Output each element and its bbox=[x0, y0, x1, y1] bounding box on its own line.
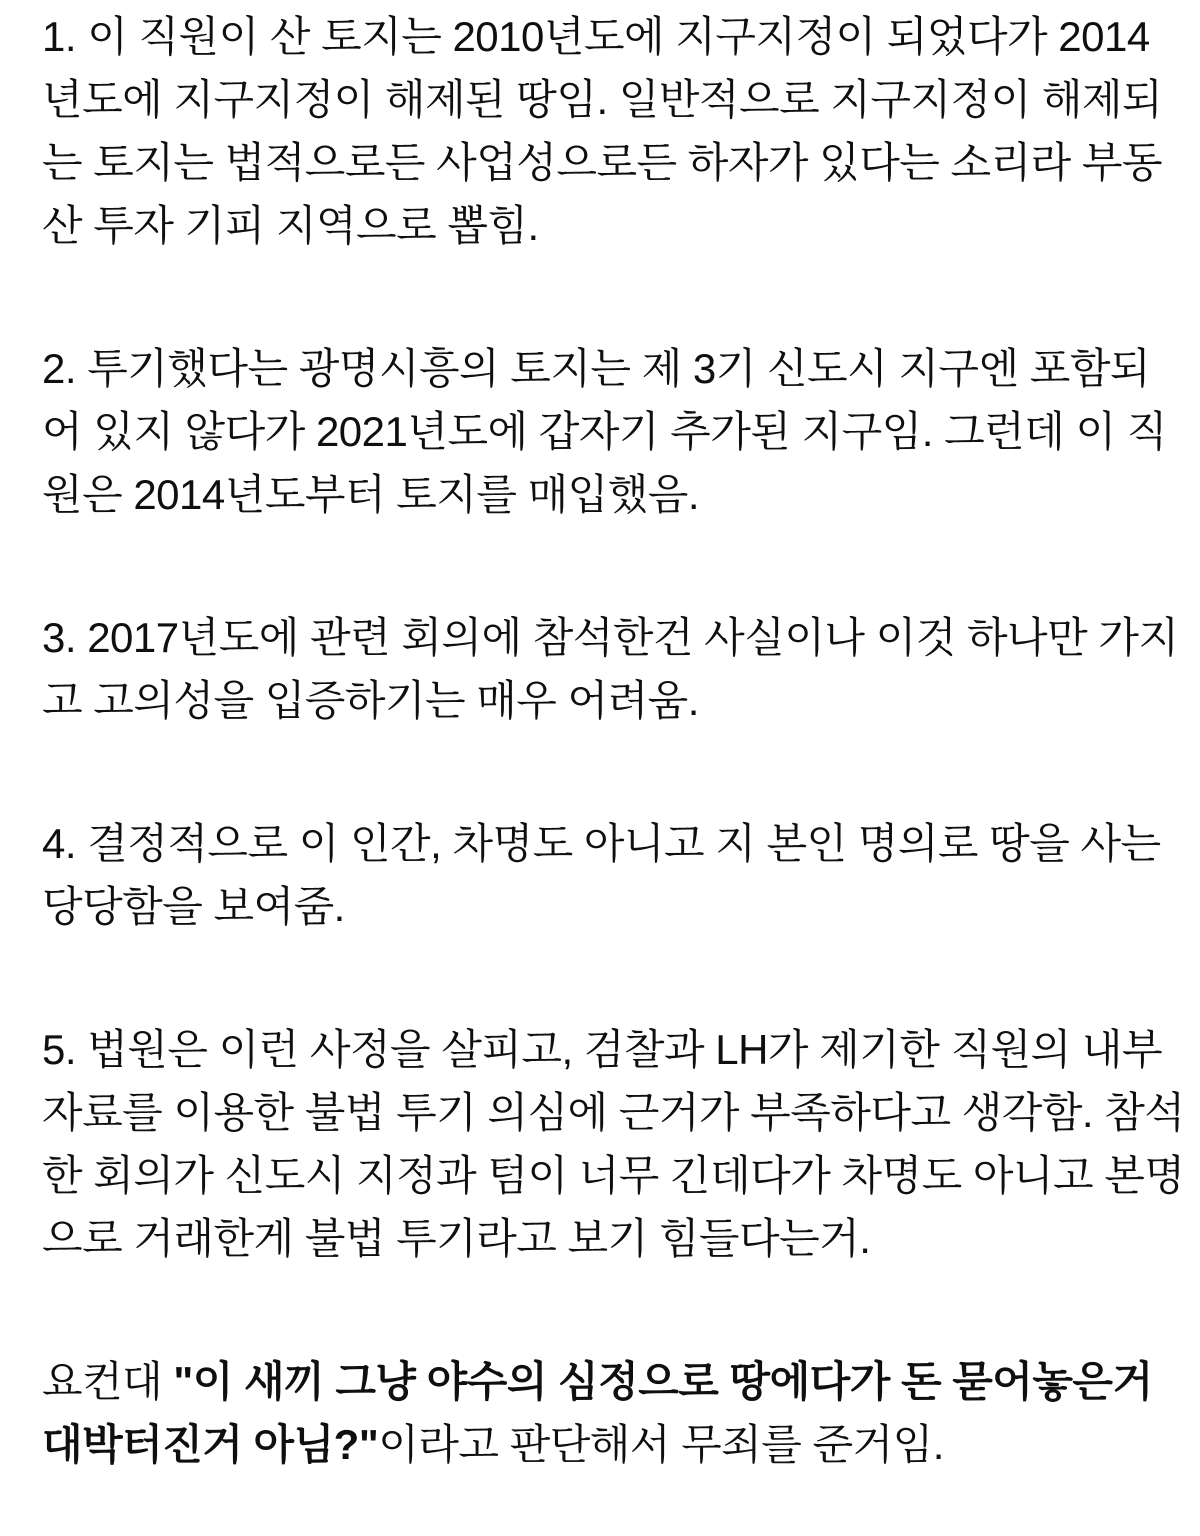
text-segment: 자료를 이용한 불법 투기 의심에 근거가 부족하다고 생각함. 참석 bbox=[42, 1089, 1185, 1136]
text-segment: 는 토지는 법적으로든 사업성으로든 하자가 있다는 소리라 부동 bbox=[42, 139, 1163, 186]
text-segment: 1. 이 직원이 산 토지는 2010년도에 지구지정이 되었다가 2014 bbox=[42, 13, 1150, 60]
text-segment: 5. 법원은 이런 사정을 살피고, 검찰과 LH가 제기한 직원의 내부 bbox=[42, 1026, 1163, 1073]
text-line bbox=[42, 883, 345, 930]
text-segment: 3. 2017년도에 관련 회의에 참석한건 사실이나 이것 하나만 가지 bbox=[42, 614, 1179, 661]
text-segment: 산 투자 기피 지역으로 뽑힘. bbox=[42, 202, 539, 249]
text-line bbox=[42, 471, 699, 518]
text-segment: 이라고 판단해서 무죄를 준거임. bbox=[378, 1421, 944, 1468]
text-segment: 요컨대 bbox=[42, 1358, 174, 1405]
text-line bbox=[42, 614, 1178, 661]
text-line bbox=[42, 1358, 1153, 1405]
paragraph-4 bbox=[42, 812, 1161, 938]
text-line bbox=[42, 820, 1161, 867]
text-segment: 으로 거래한게 불법 투기라고 보기 힘들다는거. bbox=[42, 1215, 871, 1262]
paragraph-1 bbox=[42, 5, 1163, 257]
text-line bbox=[42, 1421, 944, 1468]
text-line bbox=[42, 408, 1167, 455]
text-segment: 원은 2014년도부터 토지를 매입했음. bbox=[42, 471, 700, 518]
text-segment: 년도에 지구지정이 해제된 땅임. 일반적으로 지구지정이 해제되 bbox=[42, 76, 1163, 123]
paragraph-2 bbox=[42, 337, 1167, 526]
paragraph-3 bbox=[42, 606, 1179, 732]
text-line bbox=[42, 13, 1150, 60]
text-segment: 어 있지 않다가 2021년도에 갑자기 추가된 지구임. 그런데 이 직 bbox=[42, 408, 1167, 455]
text-segment: 고 고의성을 입증하기는 매우 어려움. bbox=[42, 677, 699, 724]
text-segment: 2. 투기했다는 광명시흥의 토지는 제 3기 신도시 지구엔 포함되 bbox=[42, 345, 1150, 392]
text-line bbox=[42, 1152, 1184, 1199]
text-line bbox=[42, 345, 1150, 392]
text-line bbox=[42, 76, 1162, 123]
text-line bbox=[42, 139, 1162, 186]
text-line bbox=[42, 1089, 1184, 1136]
text-segment: 당당함을 보여줌. bbox=[42, 883, 345, 930]
text-segment-bold-quote: "이 새끼 그냥 야수의 심정으로 땅에다가 돈 묻어놓은거 bbox=[173, 1358, 1153, 1405]
text-line bbox=[42, 202, 539, 249]
paragraph-5 bbox=[42, 1018, 1185, 1270]
paragraph-6-conclusion bbox=[42, 1350, 1158, 1476]
text-segment-bold-quote: 대박터진거 아님?" bbox=[42, 1421, 379, 1468]
text-segment: 한 회의가 신도시 지정과 텀이 너무 긴데다가 차명도 아니고 본명 bbox=[42, 1152, 1185, 1199]
text-line bbox=[42, 1026, 1162, 1073]
text-line bbox=[42, 677, 699, 724]
text-line bbox=[42, 1215, 870, 1262]
text-segment: 4. 결정적으로 이 인간, 차명도 아니고 지 본인 명의로 땅을 사는 bbox=[42, 820, 1161, 867]
